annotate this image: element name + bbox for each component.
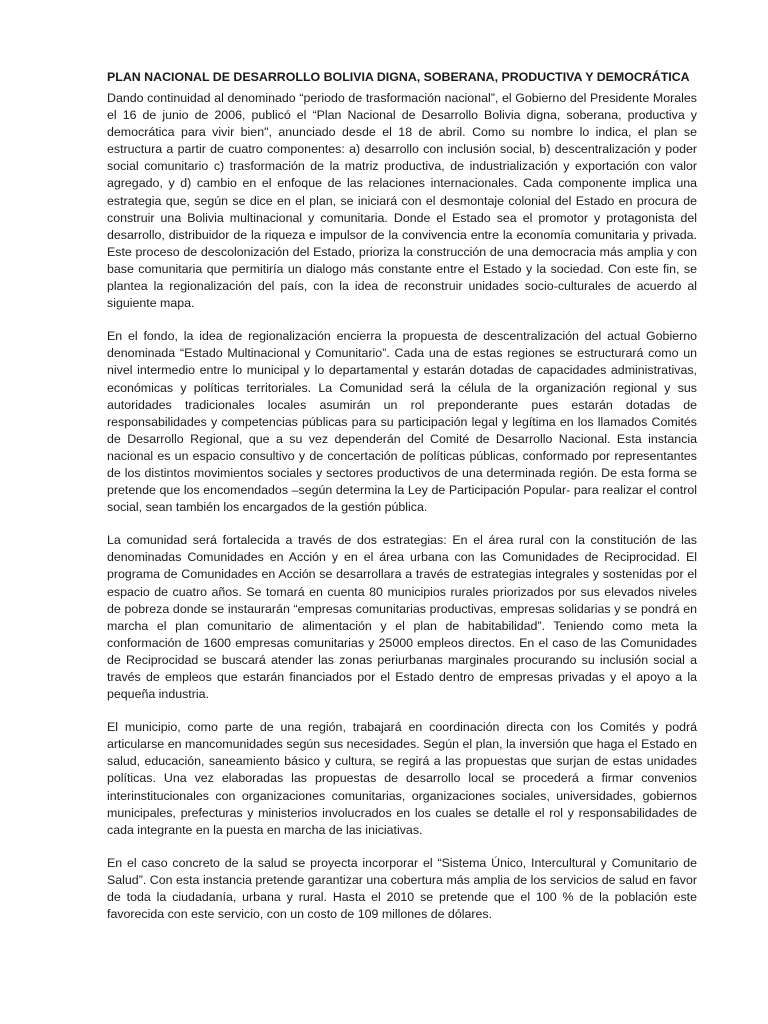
paragraph-5: En el caso concreto de la salud se proyecta incorporar el “Sistema Único, Intercultural y Comunitario de Salud”. Con esta instancia pretende garantizar una cobertura más amplia de los servicios de salud en favor de toda la ciudadanía, urbana y rural. Hasta el 2010 se pretende que el 100 % de la población este favorecida con este servicio, con un costo de 109 millones de dólares. bbox=[107, 855, 697, 922]
paragraph-1: Dando continuidad al denominado “periodo de trasformación nacional”, el Gobierno del Presidente Morales el 16 de junio de 2006, publicó el “Plan Nacional de Desarrollo Bolivia digna, soberana, productiva y democrática para vivir bien", anunciado desde el 18 de abril. Como su nombre lo indica, el plan se estructura a partir de cuatro componentes: a) desarrollo con inclusión social, b) descentralización y poder social comunitario c) trasformación de la matriz productiva, de industrialización y exportación con valor agregado, y d) cambio en el enfoque de las relaciones internacionales. Cada componente implica una estrategia que, según se dice en el plan, se iniciará con el desmontaje colonial del Estado en procura de construir una Bolivia multinacional y comunitaria. Donde el Estado sea el promotor y protagonista del desarrollo, distribuidor de la riqueza e impulsor de la convivencia entre la economía comunitaria y privada. Este proceso de descolonización del Estado, prioriza la construcción de una democracia más amplia y con base comunitaria que permitiría un dialogo más constante entre el Estado y la sociedad. Con este fin, se plantea la regionalización del país, con la idea de reconstruir unidades socio-culturales de acuerdo al siguiente mapa. bbox=[107, 91, 697, 311]
document-page bbox=[107, 68, 697, 939]
paragraph-2: En el fondo, la idea de regionalización encierra la propuesta de descentralización del actual Gobierno denominada “Estado Multinacional y Comunitario”. Cada una de estas regiones se estructurará como un nivel intermedio entre lo municipal y lo departamental y estarán dotadas de capacidades administrativas, económicas y políticas territoriales. La Comunidad será la célula de la organización regional y sus autoridades tradicionales locales asumirán un rol preponderante pues estarán dotadas de responsabilidades y competencias públicas para su participación legal y legítima en los llamados Comités de Desarrollo Regional, que a su vez dependerán del Comité de Desarrollo Nacional. Esta instancia nacional es un espacio consultivo y de concertación de políticas públicas, conformado por representantes de los distintos movimientos sociales y sectores productivos de una determinada región. De esta forma se pretende que los encomendados –según determina la Ley de Participación Popular- para realizar el control social, sean también los encargados de la gestión pública. bbox=[107, 329, 697, 515]
document-title: PLAN NACIONAL DE DESARROLLO BOLIVIA DIGNA, SOBERANA, PRODUCTIVA Y DEMOCRÁTICA bbox=[107, 70, 690, 84]
paragraph-3: La comunidad será fortalecida a través de dos estrategias: En el área rural con la constitución de las denominadas Comunidades en Acción y en el área urbana con las Comunidades de Reciprocidad. El programa de Comunidades en Acción se desarrollara a través de estrategias integrales y sostenidas por el espacio de cuatro años. Se tomará en cuenta 80 municipios rurales priorizados por sus elevados niveles de pobreza donde se instaurarán “empresas comunitarias productivas, empresas solidarias y se pondrá en marcha el plan comunitario de alimentación y el plan de habitabilidad”. Teniendo como meta la conformación de 1600 empresas comunitarias y 25000 empleos directos. En el caso de las Comunidades de Reciprocidad se buscará atender las zonas periurbanas marginales procurando su inclusión social a través de empleos que estarán financiados por el Estado dentro de empresas privadas y el apoyo a la pequeña industria. bbox=[107, 533, 697, 702]
paragraph-4: El municipio, como parte de una región, trabajará en coordinación directa con los Comités y podrá articularse en mancomunidades según sus necesidades. Según el plan, la inversión que haga el Estado en salud, educación, saneamiento básico y cultura, se regirá a las propuestas que surjan de estas unidades políticas. Una vez elaboradas las propuestas de desarrollo local se procederá a firmar convenios interinstitucionales con organizaciones comunitarias, organizaciones sociales, universidades, gobiernos municipales, prefecturas y ministerios involucrados en los cuales se detalle el rol y responsabilidades de cada integrante en la puesta en marcha de las iniciativas. bbox=[107, 720, 697, 837]
